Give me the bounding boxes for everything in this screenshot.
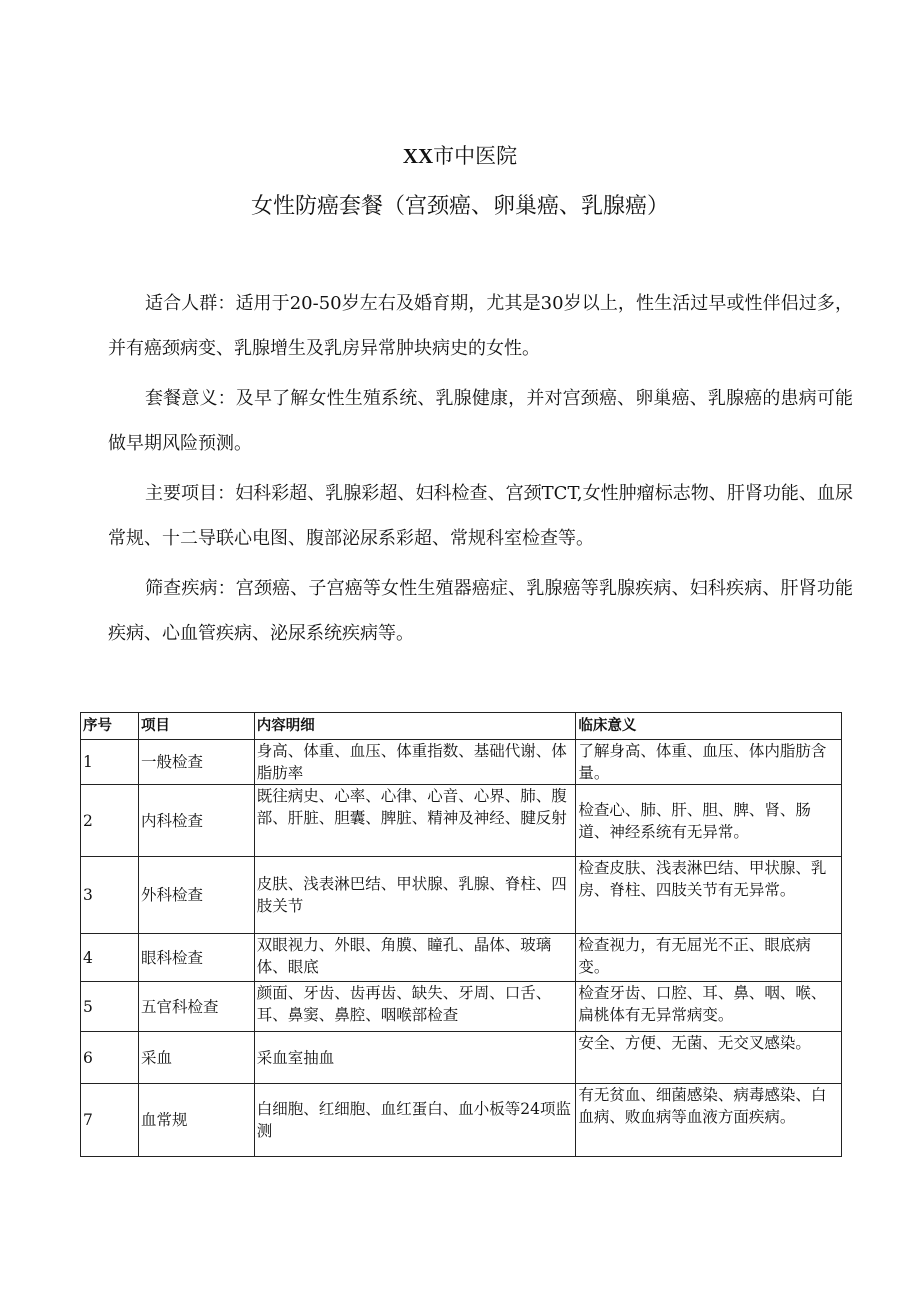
table-row bbox=[81, 934, 842, 982]
description-section bbox=[108, 281, 853, 661]
cell-detail: 双眼视力、外眼、角膜、瞳孔、晶体、玻璃体、眼底 bbox=[254, 934, 576, 982]
paragraph-target-population: 适合人群：适用于20-50岁左右及婚育期，尤其是30岁以上，性生活过早或性伴侣过多，并有癌颈病变、乳腺增生及乳房异常肿块病史的女性。 bbox=[108, 293, 853, 359]
cell-meaning: 检查牙齿、口腔、耳、鼻、咽、喉、扁桃体有无异常病变。 bbox=[576, 982, 842, 1032]
table-row bbox=[81, 857, 842, 934]
cell-no: 5 bbox=[81, 982, 139, 1032]
cell-no: 2 bbox=[81, 785, 139, 857]
paragraph-main-items: 主要项目：妇科彩超、乳腺彩超、妇科检查、宫颈TCT,女性肿瘤标志物、肝肾功能、血尿常规、十二导联心电图、腹部泌尿系彩超、常规科室检查等。 bbox=[108, 483, 853, 549]
exam-items-table bbox=[80, 712, 842, 1157]
table-row bbox=[81, 982, 842, 1032]
table-header-row bbox=[81, 713, 842, 740]
header-item: 项目 bbox=[138, 713, 254, 740]
hospital-prefix: XX bbox=[402, 144, 434, 168]
cell-no: 4 bbox=[81, 934, 139, 982]
table-row bbox=[81, 740, 842, 785]
cell-detail: 白细胞、红细胞、血红蛋白、血小板等24项监测 bbox=[254, 1084, 576, 1157]
table-row bbox=[81, 1084, 842, 1157]
paragraph-screened-diseases: 筛查疾病：宫颈癌、子宫癌等女性生殖器癌症、乳腺癌等乳腺疾病、妇科疾病、肝肾功能疾病、心血管疾病、泌尿系统疾病等。 bbox=[108, 578, 853, 644]
package-title: 女性防癌套餐（宫颈癌、卵巢癌、乳腺癌） bbox=[250, 194, 669, 219]
table-row bbox=[81, 785, 842, 857]
cell-detail: 采血室抽血 bbox=[254, 1032, 576, 1084]
header-no: 序号 bbox=[81, 713, 139, 740]
cell-meaning: 有无贫血、细菌感染、病毒感染、白血病、败血病等血液方面疾病。 bbox=[576, 1084, 842, 1157]
cell-detail: 皮肤、浅表淋巴结、甲状腺、乳腺、脊柱、四肢关节 bbox=[254, 857, 576, 934]
cell-no: 1 bbox=[81, 740, 139, 785]
hospital-title bbox=[0, 141, 920, 171]
cell-item: 一般检查 bbox=[138, 740, 254, 785]
cell-item: 外科检查 bbox=[138, 857, 254, 934]
cell-item: 五官科检查 bbox=[138, 982, 254, 1032]
cell-detail: 既往病史、心率、心律、心音、心界、肺、腹部、肝脏、胆囊、脾脏、精神及神经、腱反射 bbox=[254, 785, 576, 857]
cell-meaning: 检查皮肤、浅表淋巴结、甲状腺、乳房、脊柱、四肢关节有无异常。 bbox=[576, 857, 842, 934]
cell-item: 内科检查 bbox=[138, 785, 254, 857]
cell-detail: 身高、体重、血压、体重指数、基础代谢、体脂肪率 bbox=[254, 740, 576, 785]
table-row bbox=[81, 1032, 842, 1084]
cell-item: 血常规 bbox=[138, 1084, 254, 1157]
cell-meaning: 检查视力，有无屈光不正、眼底病变。 bbox=[576, 934, 842, 982]
cell-no: 7 bbox=[81, 1084, 139, 1157]
header-meaning: 临床意义 bbox=[576, 713, 842, 740]
cell-no: 6 bbox=[81, 1032, 139, 1084]
cell-meaning: 了解身高、体重、血压、体内脂肪含量。 bbox=[576, 740, 842, 785]
cell-meaning: 检查心、肺、肝、胆、脾、肾、肠道、神经系统有无异常。 bbox=[576, 785, 842, 857]
header-detail: 内容明细 bbox=[254, 713, 576, 740]
hospital-name: 市中医院 bbox=[433, 144, 518, 168]
cell-item: 采血 bbox=[138, 1032, 254, 1084]
paragraph-package-significance: 套餐意义：及早了解女性生殖系统、乳腺健康，并对宫颈癌、卵巢癌、乳腺癌的患病可能做早期风险预测。 bbox=[108, 388, 853, 454]
cell-detail: 颜面、牙齿、齿再齿、缺失、牙周、口舌、耳、鼻窦、鼻腔、咽喉部检查 bbox=[254, 982, 576, 1032]
cell-meaning: 安全、方便、无菌、无交叉感染。 bbox=[576, 1032, 842, 1084]
cell-item: 眼科检查 bbox=[138, 934, 254, 982]
cell-no: 3 bbox=[81, 857, 139, 934]
